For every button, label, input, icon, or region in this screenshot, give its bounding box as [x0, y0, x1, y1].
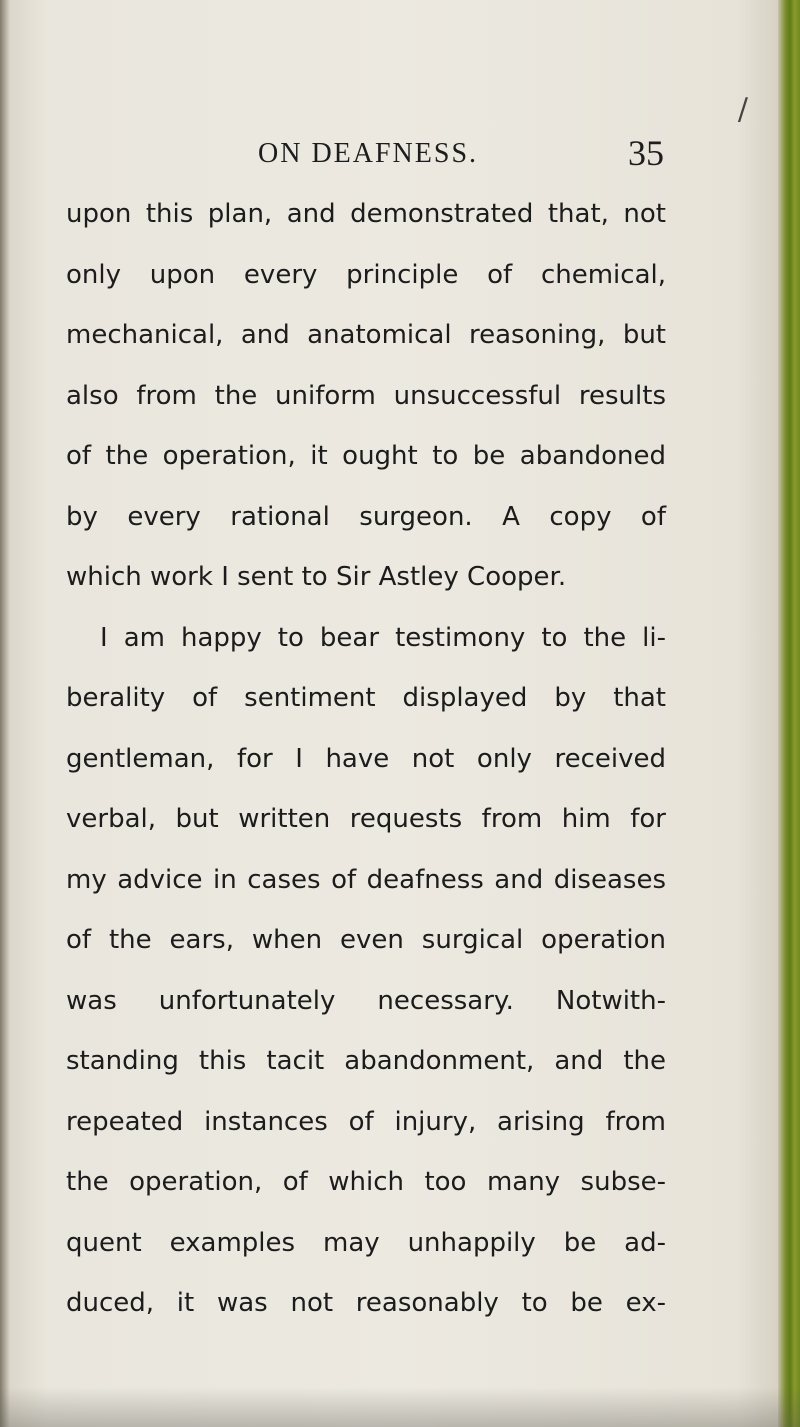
text-line: by every rational surgeon. A copy of — [66, 501, 666, 532]
page-number: 35 — [628, 133, 664, 173]
text-line: verbal, but written requests from him for — [66, 804, 666, 834]
text-line: quent examples may unhappily be ad- — [66, 1227, 666, 1258]
text-line: which work I sent to Sir Astley Cooper. — [66, 562, 567, 592]
bottom-shadow — [0, 1387, 800, 1427]
text-line: of the operation, it ought to be abandoned — [66, 441, 666, 471]
page-edge — [778, 0, 800, 1427]
text-line: of the ears, when even surgical operation — [66, 925, 666, 955]
text-line-indented: I am happy to bear testimony to the li- — [100, 622, 666, 653]
text-line: was unfortunately necessary. Notwith- — [66, 985, 666, 1016]
text-line: upon this plan, and demonstrated that, not — [66, 199, 666, 229]
stray-pencil-mark: / — [737, 92, 748, 127]
text-line: gentleman, for I have not only received — [66, 743, 666, 774]
text-line: only upon every principle of chemical, — [66, 259, 666, 290]
text-line: the operation, of which too many subse- — [66, 1167, 666, 1197]
running-title: ON DEAFNESS. — [258, 138, 479, 169]
text-line: standing this tacit abandonment, and the — [66, 1046, 666, 1076]
text-line: also from the uniform unsuccessful results — [66, 380, 666, 411]
text-line: mechanical, and anatomical reasoning, but — [66, 320, 666, 350]
text-line: berality of sentiment displayed by that — [66, 683, 666, 713]
text-line: repeated instances of injury, arising from — [66, 1106, 666, 1137]
text-line: duced, it was not reasonably to be ex- — [66, 1288, 666, 1318]
binding-shadow — [0, 0, 10, 1427]
body-text — [66, 184, 666, 1334]
text-line: my advice in cases of deafness and diseases — [66, 864, 666, 895]
